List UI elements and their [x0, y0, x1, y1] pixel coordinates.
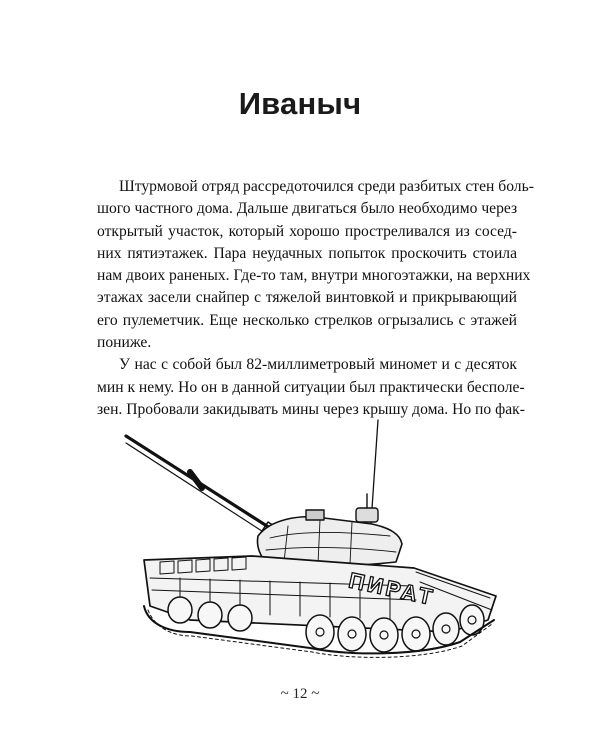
text-line: этажах засели снайпер с тяжелой винтовкой и прикрывающий [97, 289, 517, 307]
text-line: зен. Пробовали закидывать мины через крышу дома. Но по фак- [97, 400, 525, 418]
body-text [97, 176, 534, 421]
text-line: открытый участок, который хорошо простреливался из сосед- [97, 222, 517, 240]
chapter-title: Иваныч [238, 86, 362, 121]
page-number: ~ 12 ~ [280, 686, 320, 702]
text-line: Штурмовой отряд рассредоточился среди разбитых стен боль- [119, 178, 534, 195]
text-line: пониже. [97, 334, 152, 352]
text-line: шого частного дома. Дальше двигаться было необходимо через [97, 200, 518, 218]
text-line: нам двоих раненых. Где-то там, внутри многоэтажки, на верхних [97, 267, 531, 285]
text-line: них пятиэтажек. Пара неудачных попыток проскочить стоила [97, 244, 517, 262]
tank-name-marking: ПИРАТ [346, 567, 438, 611]
text-line: мин к нему. Но он в данной ситуации был практически бесполе- [97, 378, 525, 396]
tank-gun-barrel [126, 436, 280, 540]
tank-hatch [306, 494, 378, 522]
text-line: его пулеметчик. Еще несколько стрелков огрызались с этажей [97, 311, 517, 329]
tank-illustration [120, 410, 500, 670]
text-line: У нас с собой был 82-миллиметровый миномет и с десяток [119, 356, 517, 374]
